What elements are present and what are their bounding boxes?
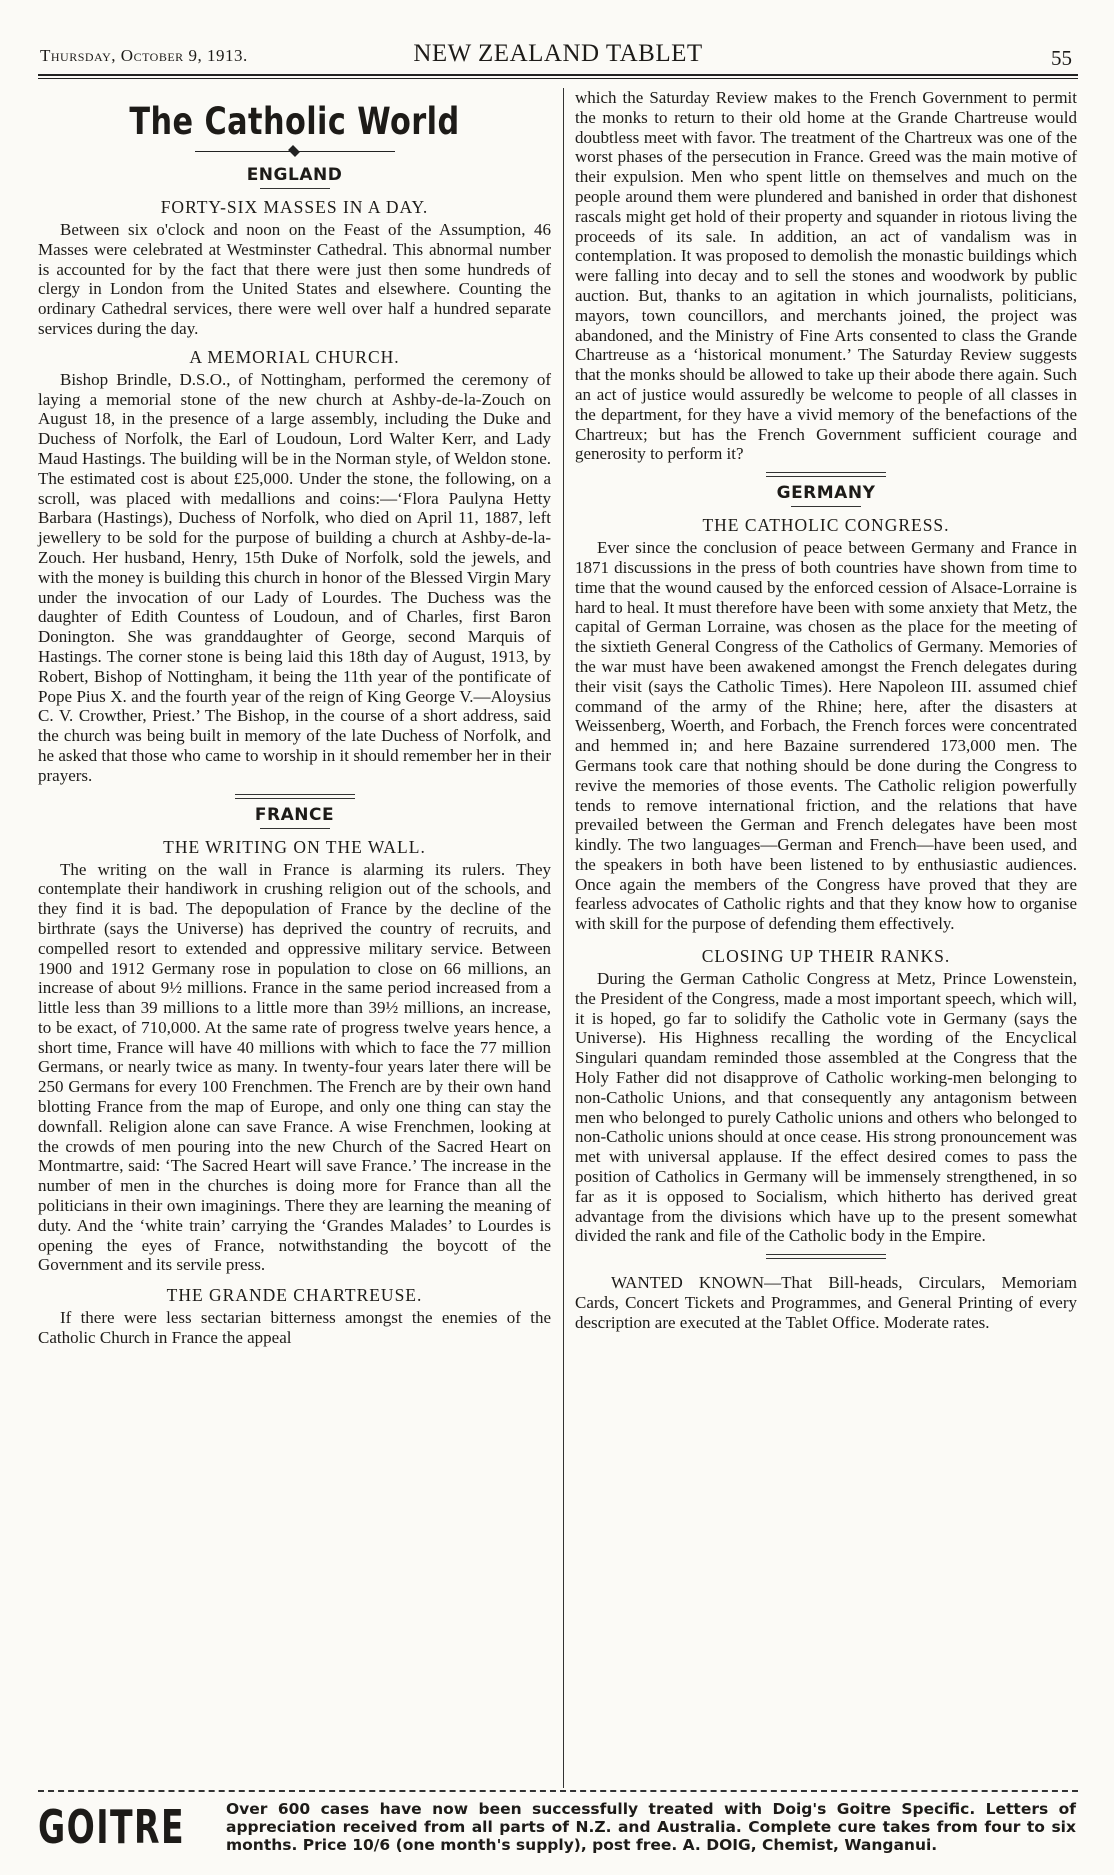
article-heading: CLOSING UP THEIR RANKS. — [701, 946, 951, 967]
ad-text: Over 600 cases have now been successfully treated with Doig's Goitre Specific. Letters of appreciation received from all parts of N.Z. and Australia. Complete cure takes from four to six months. Price 10/6 (one month's supply), post free. A. DOIG, Chemist, Wanganui. — [226, 1800, 1076, 1854]
issue-date: Thursday, October 9, 1913. — [40, 46, 248, 65]
column-divider — [563, 88, 564, 1788]
right-column — [575, 88, 1077, 1333]
notice-text: WANTED KNOWN—That Bill-heads, Circulars, Memoriam Cards, Concert Tickets and Programmes, and General Printing of every description are executed at the Tablet Office. Moderate rates. — [575, 1273, 1077, 1332]
newspaper-page — [38, 40, 1078, 1854]
section-masthead: The Catholic World — [129, 100, 460, 143]
article-body: Bishop Brindle, D.S.O., of Nottingham, performed the ceremony of laying a memorial stone of the new church at Ashby-de-la-Zouch on August 18, in the presence of a large assembly, including the Duke and Duchess of Norfolk, the Earl of Loudoun, Lord Walter Kerr, and Lady Maud Hastings. The building will be in the Norman style, of Weldon stone. The estimated cost is about £25,000. Under the stone, the following, on a scroll, was placed with medallions and coins:—‘Flora Paulyna Hetty Barbara (Hastings), Duchess of Norfolk, who died on April 11, 1887, left jewellery to be sold for the purpose of building a church at Ashby-de-la-Zouch. Her husband, Henry, 15th Duke of Norfolk, sold the jewels, and with the money is building this church in honor of the Blessed Virgin Mary under the invocation of our Lady of Lourdes. The Duchess was the daughter of Edith Countess of Loudoun, and of Charles, first Baron Donington. She was granddaughter of George, second Marquis of Hastings. The corner stone is being laid this 18th day of August, 1913, by Robert, Bishop of Nottingham, it being the 11th year of the pontificate of Pope Pius X. and the fourth year of the reign of King George V.—Aloysius C. V. Crowther, Priest.’ The Bishop, in the course of a short address, said the church was being built in memory of the late Duchess of Norfolk, and he asked that those who came to worship in it should remember her in their prayers. — [38, 369, 551, 785]
article-heading: THE WRITING ON THE WALL. — [163, 836, 426, 857]
divider — [260, 188, 330, 189]
section-title-england: ENGLAND — [246, 165, 343, 185]
printing-notice — [575, 1273, 1077, 1332]
divider — [260, 828, 330, 829]
section-title-germany: GERMANY — [776, 483, 876, 504]
article-body: During the German Catholic Congress at Metz, Prince Lowenstein, the President of the Congress, made a most important speech, which will, it is hoped, go far to solidify the Catholic vote in Germany (says the Universe). His Highness recalling the wording of the Encyclical Singulari quandam reminded those assembled at the Congress that the Holy Father did not disapprove of Catholic working-men belonging to non-Catholic Unions, and that consequently any antagonism between men who belonged to purely Catholic unions and others who belonged to non-Catholic unions should at once cease. His strong pronouncement was met with universal applause. If the effect desired comes to pass the position of Catholics in Germany will be immensely strengthened, in so far as it is opposed to Socialism, which hitherto has derived great advantage from the divisions which have up to the present somewhat divided the rank and file of the Catholic body in the Empire. — [575, 969, 1077, 1246]
divider — [791, 506, 861, 507]
divider — [766, 1254, 886, 1259]
article-heading: THE CATHOLIC CONGRESS. — [702, 515, 950, 536]
page-number: 55 — [1051, 46, 1072, 70]
divider — [766, 472, 886, 477]
article-body: Between six o'clock and noon on the Feast of the Assumption, 46 Masses were celebrated at Westminster Cathedral. This abnormal number is accounted for by the fact that there were just then some hundreds of clergy in London from the United States and elsewhere. Counting the ordinary Cathedral services, there were well over half a hundred separate services during the day. — [38, 220, 551, 338]
columns — [38, 88, 1078, 1788]
ornament-rule — [195, 149, 395, 155]
article-heading: FORTY-SIX MASSES IN A DAY. — [160, 197, 429, 217]
article-body: If there were less sectarian bitterness amongst the enemies of the Catholic Church in France the appeal — [38, 1308, 551, 1348]
publication-title: NEW ZEALAND TABLET — [413, 40, 703, 67]
article-heading: A MEMORIAL CHURCH. — [189, 346, 400, 367]
article-heading: THE GRANDE CHARTREUSE. — [166, 1285, 423, 1306]
header-rule — [38, 74, 1078, 79]
section-title-france: FRANCE — [254, 804, 335, 825]
ad-rule — [38, 1790, 1078, 1792]
running-head — [38, 40, 1078, 74]
goitre-advertisement — [38, 1790, 1078, 1854]
divider — [235, 794, 355, 799]
article-body: Ever since the conclusion of peace between Germany and France in 1871 discussions in the press of both countries have shown from time to time that the wound caused by the enforced cession of Alsace-Lorraine is hard to heal. It must therefore have been with some anxiety that Metz, the capital of German Lorraine, was chosen as the place for the meeting of the sixtieth General Congress of the Catholics of Germany. Memories of the war must have been awakened amongst the French delegates during their visit (says the Catholic Times). Here Napoleon III. assumed chief command of the army of the Rhine; here, after the disasters at Weissenberg, Woerth, and Forbach, the French forces were concentrated and hemmed in; and here Bazaine surrendered 173,000 men. The Germans took care that nothing should be done during the Congress to revive the memories of those events. The Catholic religion powerfully tends to remove international friction, and the relations that have prevailed between the German and French delegates have been most kindly. The two languages—German and French—have been used, and the speakers in both have been listened to by enthusiastic audiences. Once again the members of the Congress have proved that they are fearless advocates of Catholic rights and that they know how to organise with skill for the purpose of defending them effectively. — [575, 538, 1077, 934]
article-body-continued: which the Saturday Review makes to the French Government to permit the monks to return to their old home at the Grande Chartreuse would doubtless meet with favor. The treatment of the Chartreux was one of the worst phases of the persecution in France. Greed was the main motive of their expulsion. Men who spent little on themselves and much on the people around them were plundered and banished in order that dishonest rascals might get hold of their property and squander in riotous living the proceeds of its sale. In addition, an act of vandalism was in contemplation. It was proposed to demolish the monastic buildings which were falling into decay and to sell the stones and woodwork by public auction. But, thanks to an agitation in which journalists, politicians, mayors, town councillors, and merchants joined, the project was abandoned, and the Ministry of Fine Arts consented to class the Grande Chartreuse as a ‘historical monument.’ The Saturday Review suggests that the monks should be allowed to take up their abode there again. Such an act of justice would assuredly be welcome to people of all classes in the department, for they have a vivid memory of the benefactions of the Chartreux; but has the French Government sufficient courage and generosity to perform it? — [575, 88, 1077, 464]
ad-headline: GOITRE — [38, 1800, 186, 1854]
article-body: The writing on the wall in France is alarming its rulers. They contemplate their handiwork in crushing religion out of the schools, and they find it is bad. The depopulation of France by the decline of the birthrate (says the Universe) has deprived the country of recruits, and compelled resort to extended and oppressive military service. Between 1900 and 1912 Germany rose in population to close on 66 millions, an increase of about 9½ millions. France in the same period increased from a little less than 39 millions to a little more than 39½ millions, an increase, to be exact, of 710,000. At the same rate of progress twelve years hence, a short time, France will have 40 millions with which to face the 77 million Germans, or nearly twice as many. In twenty-four years later there will be 250 Germans for every 100 Frenchmen. The French are by their own hand blotting France from the map of Europe, and only one thing can stay the downfall. Religion alone can save France. A wise Frenchmen, looking at the crowds of men pouring into the new Church of the Sacred Heart on Montmartre, said: ‘The Sacred Heart will save France.’ The increase in the number of men in the churches is doing more for France than all the politicians in their own imaginings. There they are learning the meaning of duty. And the ‘white train’ carrying the ‘Grandes Malades’ to Lourdes is opening the eyes of France, notwithstanding the boycott of the Government and its servile press. — [38, 859, 551, 1275]
left-column — [38, 88, 551, 1348]
